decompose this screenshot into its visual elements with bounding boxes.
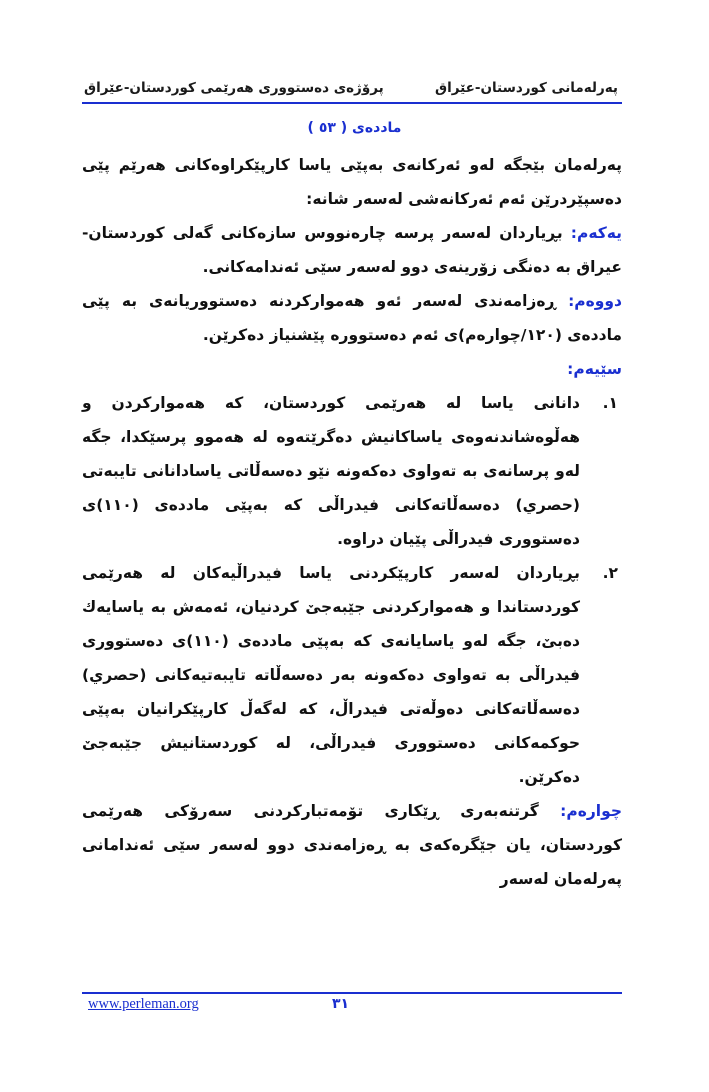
list-item-text: دانانی یاسا لە هەرێمی کوردستان، کە هەموارکردن و هەڵوەشاندنەوەی یاساکانیش دەگرێتەوە لە هەموو پرسێکدا، جگە لەو پرسانەی بە تەواوی دەکەونە نێو دەسەڵاتی یاسادانانی تایبەتی (حصري) دەسەڵاتەکانی فیدراڵی کە بەپێی ماددەی (١١٠)ی دەستووری فیدراڵی پێیان دراوە.: [82, 394, 580, 548]
clause-third: [82, 352, 622, 386]
clause-fourth-label: چوارەم:: [560, 802, 622, 820]
parliament-name: پەرلەمانی کوردستان-عێراق: [435, 80, 618, 96]
list-item-text: بڕیاردان لەسەر کارپێکردنی یاسا فیدراڵیەکان لە هەرێمی کوردستاندا و هەموارکردنی جێبەجێ کردنیان، ئەمەش بە یاسایەك دەبێ، جگە لەو یاسایانەی کە بەپێی ماددەی (١١٠)ی دەستووری فیدراڵی بە تەواوی دەکەونە بەر دەسەڵاتە تایبەتیەکانی (حصري) دەسەڵاتەکانی دەوڵەتی فیدراڵ، کە لەگەڵ کارپێکرانیان بەپێی حوکمەکانی دەستووری فیدراڵی، لە کوردستانیش جێبەجێ دەکرێن.: [82, 564, 580, 786]
clause-first: [82, 216, 622, 284]
clause-fourth: [82, 794, 622, 896]
clause-second-label: دووەم:: [568, 292, 622, 310]
list-item-number: ٢.: [602, 564, 618, 582]
clause-third-list: [82, 386, 622, 794]
clause-fourth-text: گرتنەبەری ڕێکاری تۆمەتبارکردنی سەرۆکی هەرێمی کوردستان، یان جێگرەکەی بە ڕەزامەندی دوو لەسەر سێی ئەندامانی پەرلەمان لەسەر: [82, 802, 622, 888]
list-item: [82, 556, 622, 794]
article-title: ماددەی ( ٥٣ ): [307, 120, 402, 136]
page-header: [82, 76, 620, 100]
footer-rule: [82, 992, 622, 994]
document-title: پرۆژەی دەستووری هەرێمی کوردستان-عێراق: [84, 80, 384, 96]
page-number: ٣١: [332, 996, 350, 1012]
clause-second: [82, 284, 622, 352]
clause-first-label: یەکەم:: [570, 224, 622, 242]
list-item: [82, 386, 622, 556]
article-body: [82, 148, 622, 896]
clause-second-text: ڕەزامەندی لەسەر ئەو هەموارکردنە دەستووریانەی بە پێی ماددەی (١٢٠/چوارەم)ی ئەم دەستوورە پێشنیاز دەکرێن.: [82, 292, 622, 344]
clause-first-text: بڕیاردان لەسەر پرسە چارەنووس سازەکانی گەلی کوردستان-عیراق بە دەنگی زۆرینەی دوو لەسەر سێی ئەندامەکانی.: [82, 224, 622, 276]
intro-paragraph: پەرلەمان بێجگە لەو ئەرکانەی بەپێی یاسا کارپێکراوەکانی هەرێم پێی دەسپێردرێن ئەم ئەرکانەشی لەسەر شانە:: [82, 156, 622, 208]
header-rule: [82, 102, 622, 104]
website-link[interactable]: www.perleman.org: [88, 996, 199, 1012]
clause-third-label: سێیەم:: [567, 360, 622, 378]
list-item-number: ١.: [602, 394, 618, 412]
